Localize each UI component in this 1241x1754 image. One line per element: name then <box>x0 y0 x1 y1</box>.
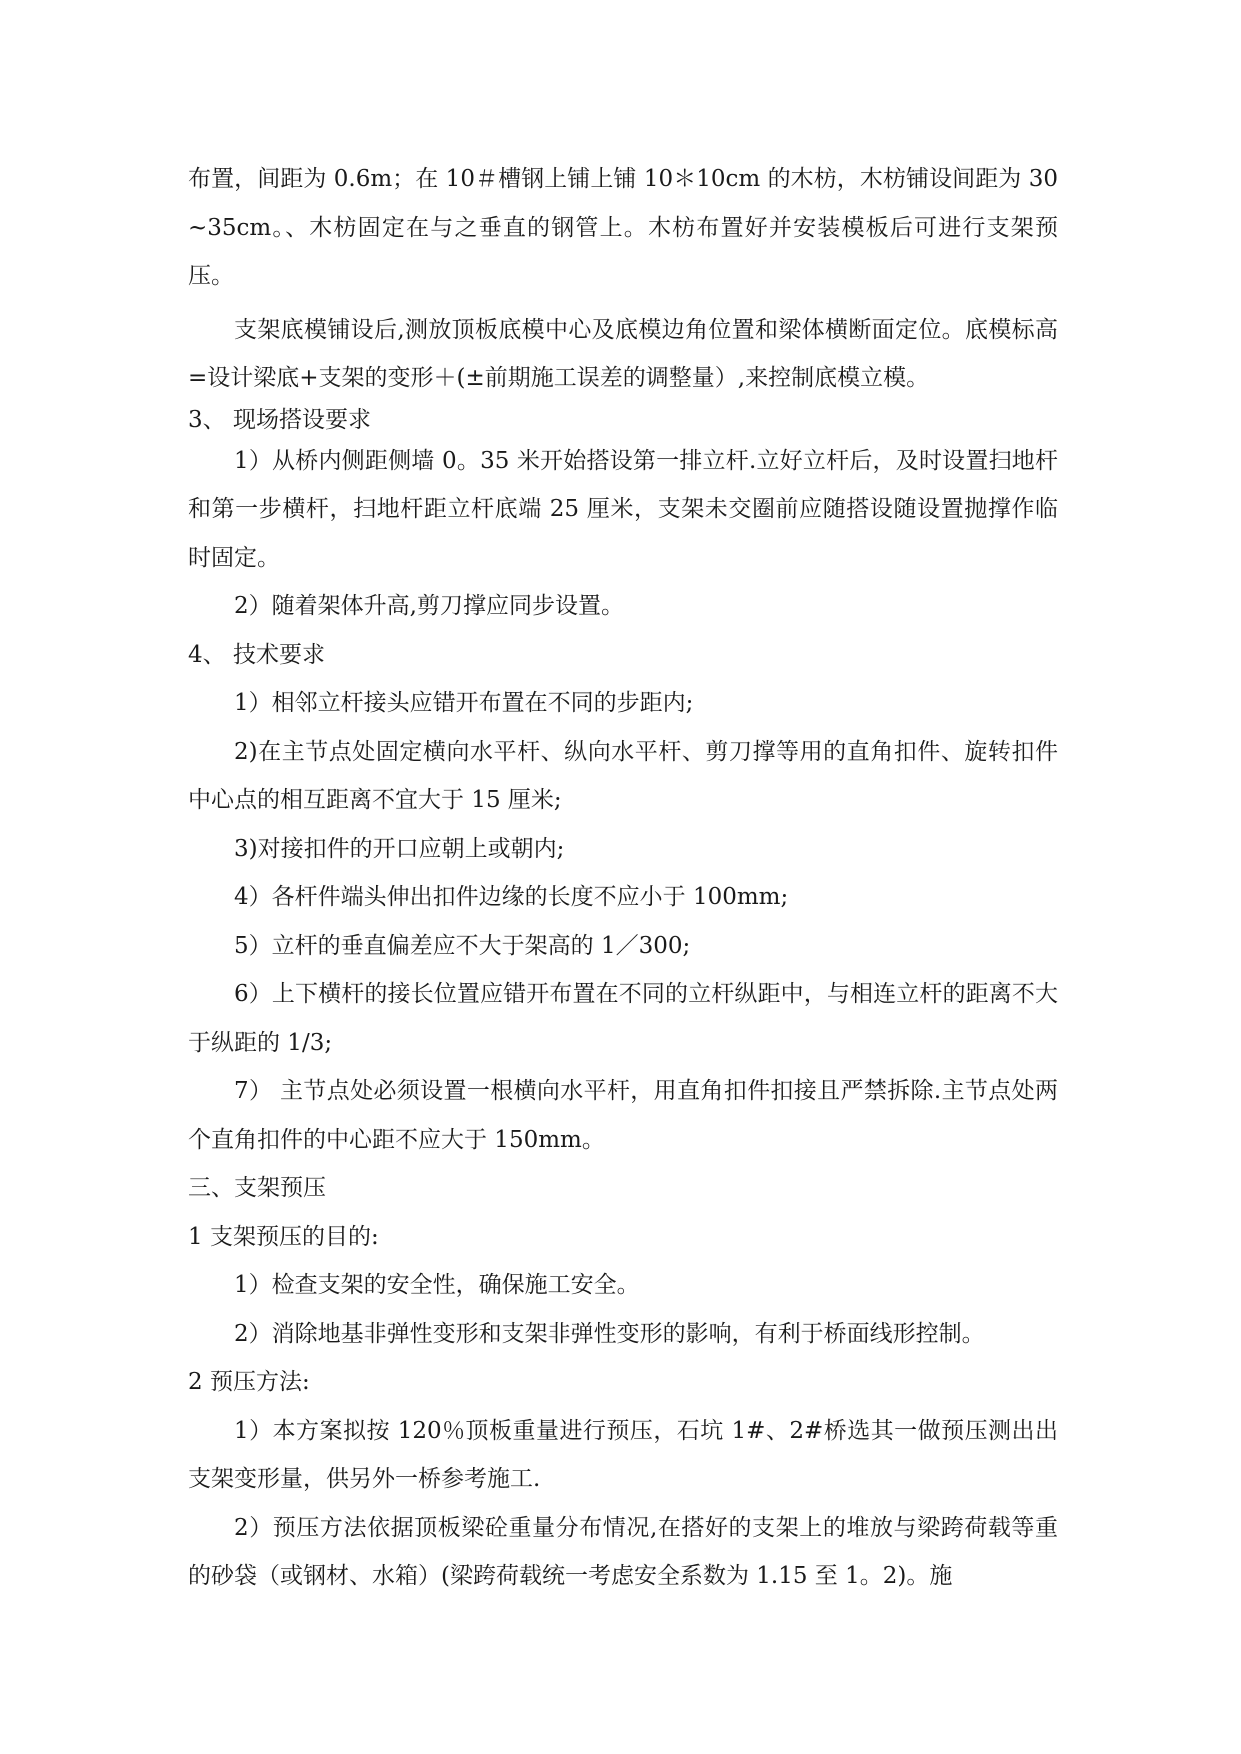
paragraph-4: 1）从桥内侧距侧墙 0。35 米开始搭设第一排立杆.立好立杆后，及时设置扫地杆和第一步横杆，扫地杆距立杆底端 25 厘米，支架未交圈前应随搭设随设置抛撑作临时固定。 <box>188 447 1058 571</box>
chapter-heading-3: 三、支架预压 <box>188 1175 326 1201</box>
list-item-6: 6）上下横杆的接长位置应错开布置在不同的立杆纵距中，与相连立杆的距离不大于纵距的 1/3; <box>188 981 1058 1056</box>
paragraph-2: 支架底模铺设后,测放顶板底模中心及底模边角位置和梁体横断面定位。底模标高=设计梁底+支架的变形＋(±前期施工误差的调整量）,来控制底模立模。 <box>188 316 1058 391</box>
paragraph-5: 2）随着架体升高,剪刀撑应同步设置。 <box>234 593 624 619</box>
subheading-method: 2 预压方法: <box>188 1369 310 1395</box>
section-heading-3: 3、 现场搭设要求 <box>188 406 371 433</box>
list-item-1: 1）相邻立杆接头应错开布置在不同的步距内; <box>234 690 694 716</box>
subheading-purpose: 1 支架预压的目的: <box>188 1223 379 1250</box>
method-item-1: 1）本方案拟按 120％顶板重量进行预压，石坑 1#、2#桥选其一做预压测出出支架变形量，供另外一桥参考施工. <box>188 1417 1058 1492</box>
section-heading-4: 4、 技术要求 <box>188 641 325 668</box>
method-item-2: 2）预压方法依据顶板梁砼重量分布情况,在搭好的支架上的堆放与梁跨荷载等重的砂袋（或钢材、水箱）(梁跨荷载统一考虑安全系数为 1.15 至 1。2)。施 <box>188 1514 1058 1589</box>
purpose-item-2: 2）消除地基非弹性变形和支架非弹性变形的影响，有利于桥面线形控制。 <box>234 1320 985 1347</box>
document-page <box>188 155 1058 1601</box>
list-item-4: 4）各杆件端头伸出扣件边缘的长度不应小于 100mm; <box>234 884 789 910</box>
purpose-item-1: 1）检查支架的安全性，确保施工安全。 <box>234 1272 640 1298</box>
list-item-5: 5）立杆的垂直偏差应不大于架高的 1／300; <box>234 932 691 959</box>
paragraph-1: 布置，间距为 0.6m；在 10＃槽钢上铺上铺 10＊10cm 的木枋，木枋铺设间距为 30~35cm。、木枋固定在与之垂直的钢管上。木枋布置好并安装模板后可进行支架预压。 <box>188 166 1058 289</box>
list-item-7: 7） 主节点处必须设置一根横向水平杆，用直角扣件扣接且严禁拆除.主节点处两个直角扣件的中心距不应大于 150mm。 <box>188 1078 1058 1153</box>
list-item-3: 3)对接扣件的开口应朝上或朝内; <box>234 835 565 862</box>
list-item-2: 2)在主节点处固定横向水平杆、纵向水平杆、剪刀撑等用的直角扣件、旋转扣件中心点的相互距离不宜大于 15 厘米; <box>188 738 1058 813</box>
